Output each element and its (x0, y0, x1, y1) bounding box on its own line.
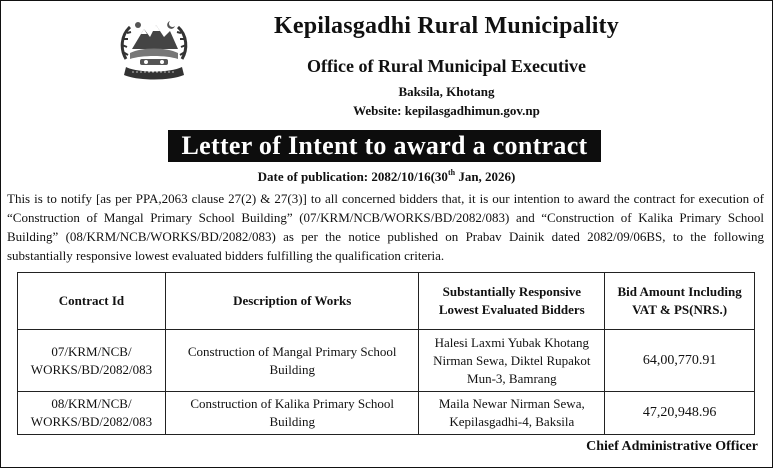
table-row (18, 392, 755, 435)
website-label: Website: (353, 103, 405, 118)
notice-body: This is to notify [as per PPA,2063 clause 27(2) & 27(3)] to all concerned bidders that, it is our intention to award the contract for execution of “Construction of Mangal Primary School Building” (07/KRM/NCB/WORKS/BD/2082/083) and “Construction of Kalika Primary School Building” (08/KRM/NCB/WORKS/BD/2082/083) as per the notice published on Prabav Dainik dated 2082/09/06BS, to the following substantially responsive lowest evaluated bidders fulfilling the qualification criteria. (7, 191, 764, 263)
table-row (18, 330, 755, 392)
table-header-row (18, 273, 755, 330)
header-bid-amount: Bid Amount Including VAT & PS(NRS.) (605, 273, 755, 330)
header-description: Description of Works (165, 273, 419, 330)
bidder-cell: Maila Newar Nirman Sewa, Kepilasgadhi-4, Baksila (419, 392, 605, 435)
signatory-title: Chief Administrative Officer (586, 439, 758, 454)
header-bidders: Substantially Responsive Lowest Evaluated Bidders (419, 273, 605, 330)
amount-cell: 64,00,770.91 (605, 330, 755, 392)
description-cell: Construction of Mangal Primary School Building (165, 330, 419, 392)
office-name: Office of Rural Municipal Executive (307, 56, 586, 76)
notice-title-banner: Letter of Intent to award a contract (168, 130, 601, 162)
contract-id-cell: 07/KRM/NCB/ WORKS/BD/2082/083 (18, 330, 166, 392)
org-name: Kepilasgadhi Rural Municipality (274, 13, 619, 39)
publication-date (1, 169, 772, 185)
amount-cell: 47,20,948.96 (605, 392, 755, 435)
description-cell: Construction of Kalika Primary School Building (165, 392, 419, 435)
address: Baksila, Khotang (398, 84, 495, 99)
contract-id-cell: 08/KRM/NCB/ WORKS/BD/2082/083 (18, 392, 166, 435)
header-contract-id: Contract Id (18, 273, 166, 330)
pubdate-suffix: Jan, 2026) (455, 169, 516, 184)
website-line (1, 103, 772, 119)
website-link[interactable]: kepilasgadhimun.gov.np (404, 103, 540, 118)
pubdate-superscript: th (447, 168, 456, 177)
pubdate-prefix: Date of publication: 2082/10/16(30 (257, 169, 448, 184)
bidder-cell: Halesi Laxmi Yubak Khotang Nirman Sewa, Diktel Rupakot Mun-3, Bamrang (419, 330, 605, 392)
award-table (17, 272, 755, 435)
